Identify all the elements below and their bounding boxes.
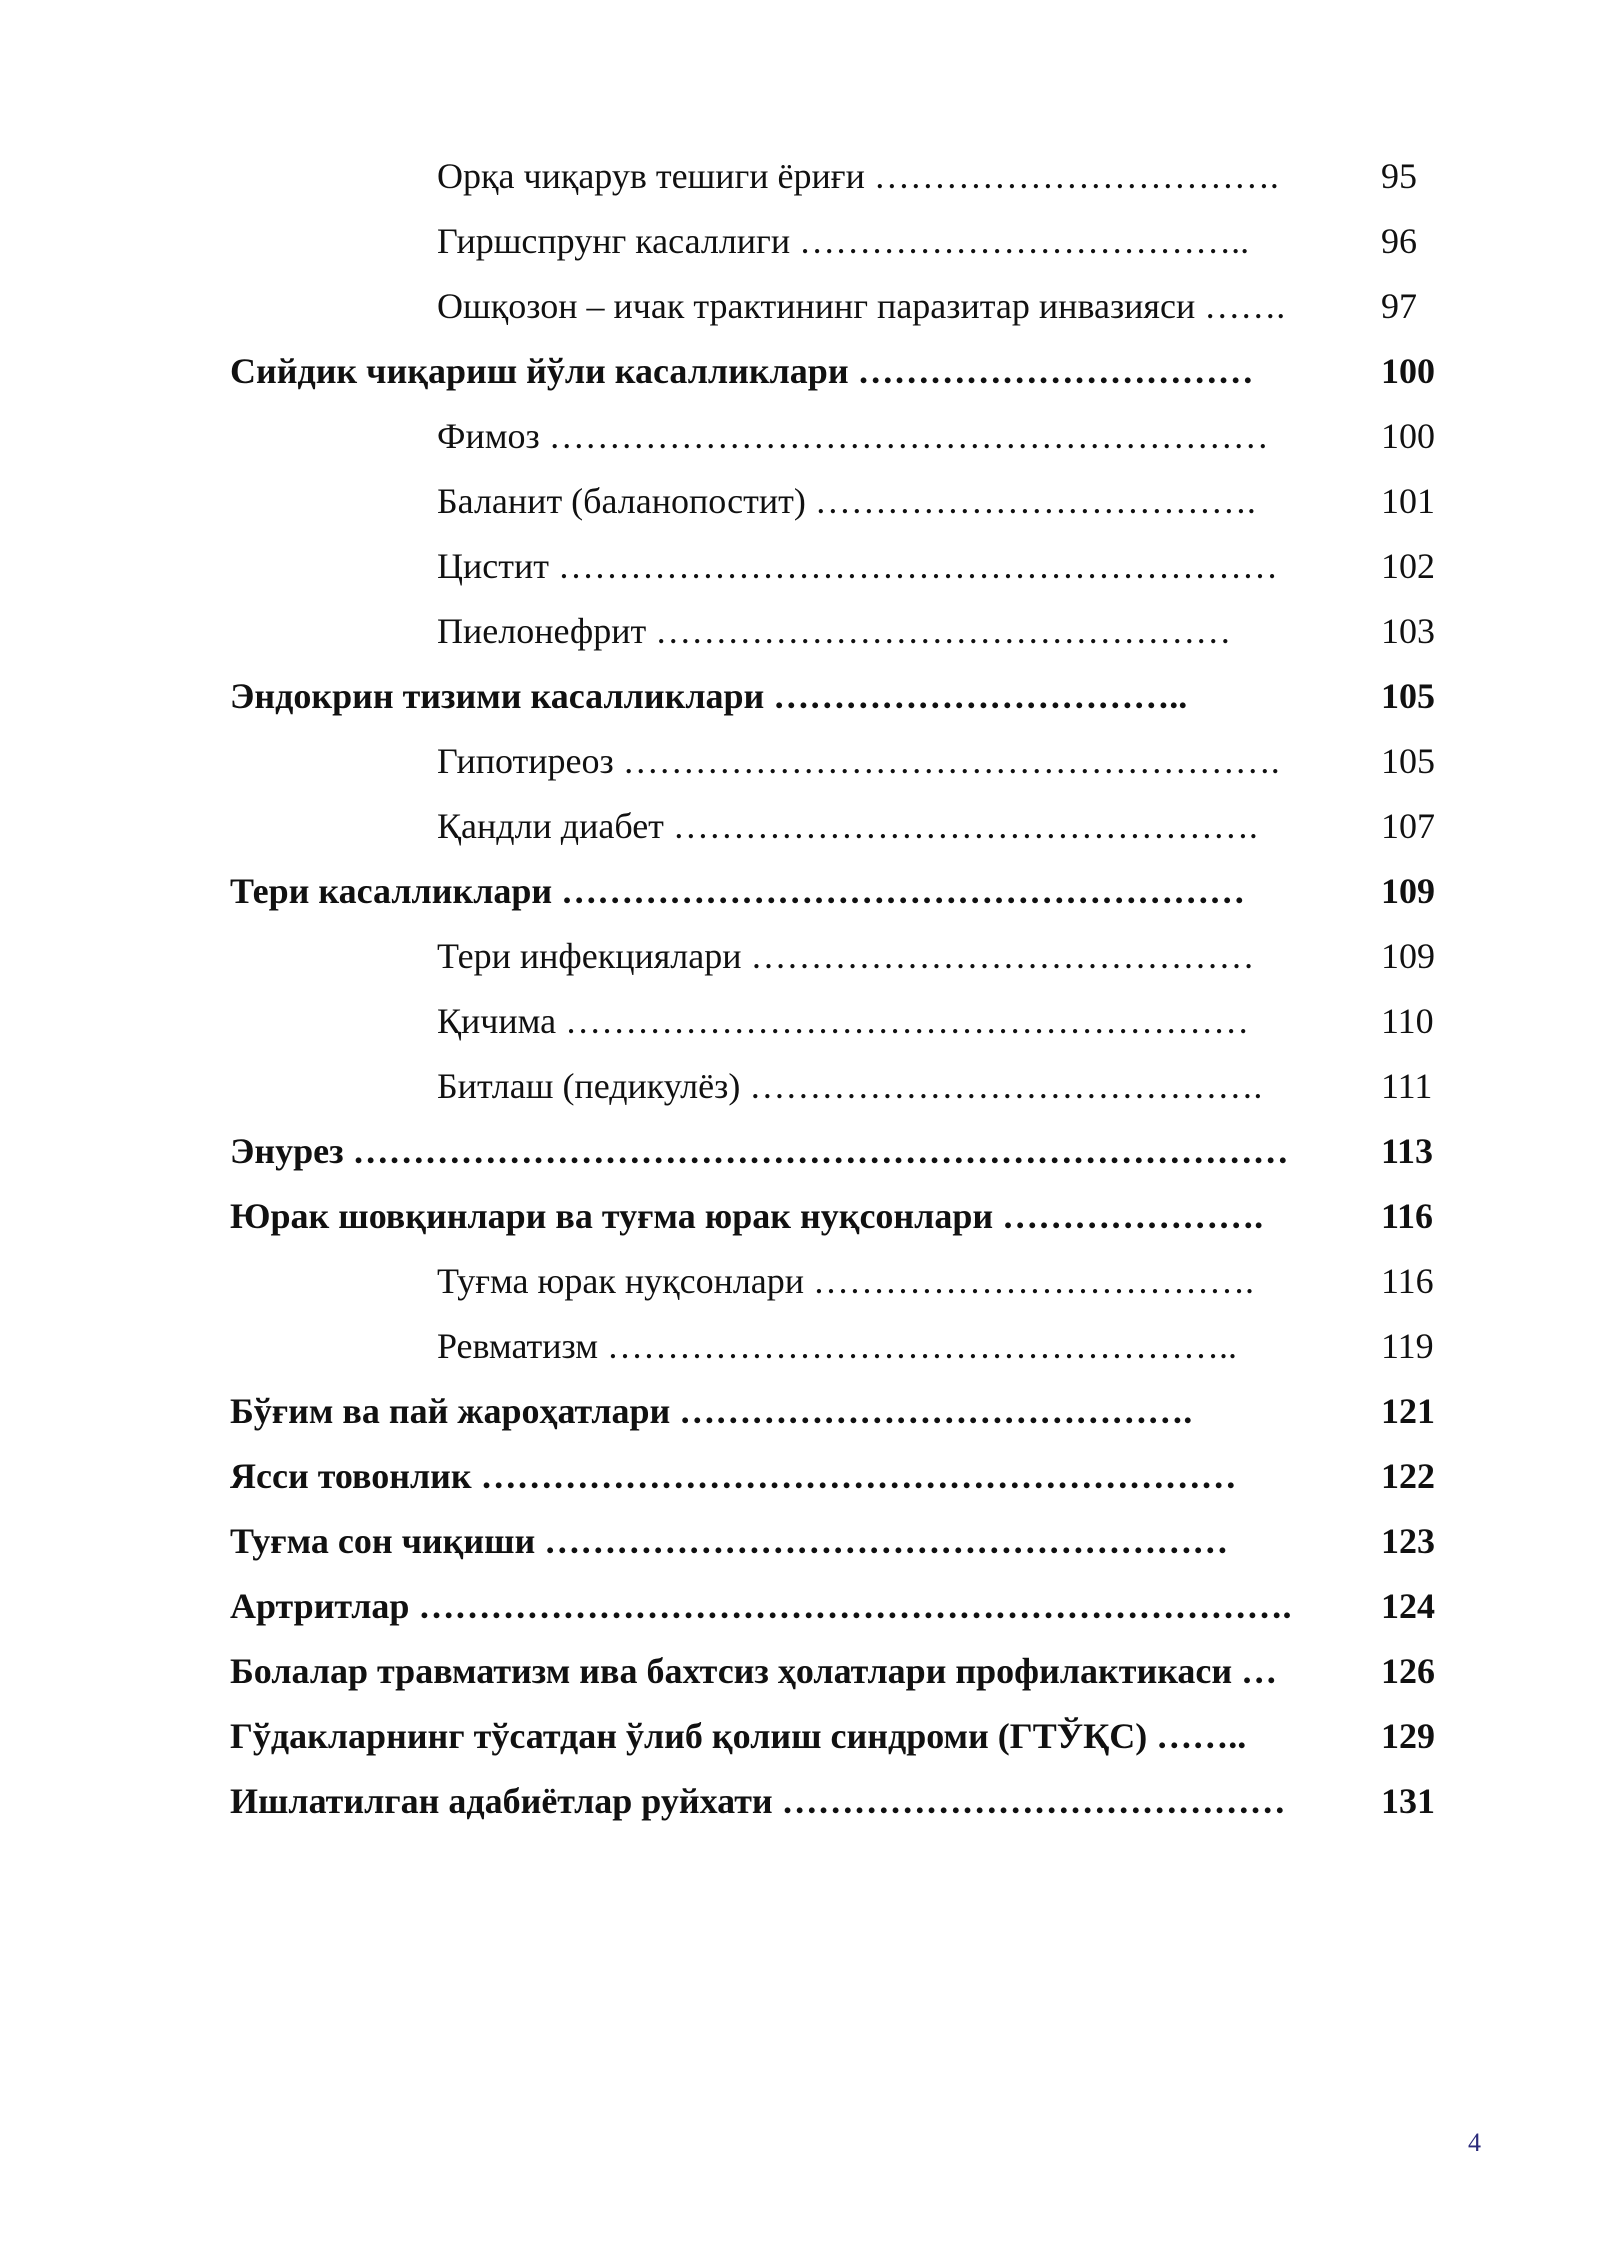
toc-entry[interactable] bbox=[0, 859, 1600, 923]
toc-entry-title: Тери инфекциялари …………………………………… bbox=[437, 936, 1255, 976]
toc-entry[interactable] bbox=[0, 924, 1600, 988]
toc-entry-page: 105 bbox=[1381, 676, 1435, 716]
toc-entry[interactable] bbox=[0, 599, 1600, 663]
toc-entry-page: 109 bbox=[1381, 871, 1435, 911]
page-number: 4 bbox=[1468, 2128, 1481, 2157]
toc-entry-page: 103 bbox=[1381, 611, 1435, 651]
toc-entry-page: 95 bbox=[1381, 156, 1417, 196]
toc-entry-title: Болалар травматизм ива бахтсиз ҳолатлари профилактикаси … bbox=[230, 1651, 1278, 1691]
toc-entry-title: Қичима ………………………………………………… bbox=[437, 1001, 1250, 1041]
toc-entry[interactable] bbox=[0, 1249, 1600, 1313]
toc-entry-page: 116 bbox=[1381, 1261, 1434, 1301]
toc-entry-title: Пиелонефрит ………………………………………… bbox=[437, 611, 1232, 651]
toc-entry-title: Эндокрин тизими касалликлари …………………………….. bbox=[230, 676, 1188, 716]
toc-entry-title: Энурез …………………………………………………………………… bbox=[230, 1131, 1289, 1171]
toc-entry[interactable] bbox=[0, 1119, 1600, 1183]
toc-entry-title: Фимоз …………………………………………………… bbox=[437, 416, 1269, 456]
toc-entry-title: Сийдик чиқариш йўли касалликлари …………………………… bbox=[230, 351, 1254, 391]
toc-entry-page: 101 bbox=[1381, 481, 1435, 521]
toc-entry-title: Ясси товонлик ……………………………………………………… bbox=[230, 1456, 1237, 1496]
toc-entry-page: 100 bbox=[1381, 351, 1435, 391]
toc-entry[interactable] bbox=[0, 339, 1600, 403]
toc-entry[interactable] bbox=[0, 729, 1600, 793]
toc-entry[interactable] bbox=[0, 794, 1600, 858]
toc-entry-page: 109 bbox=[1381, 936, 1435, 976]
toc-entry[interactable] bbox=[0, 1314, 1600, 1378]
toc-entry-page: 113 bbox=[1381, 1131, 1434, 1171]
toc-entry-title: Тери касалликлари ………………………………………………… bbox=[230, 871, 1246, 911]
toc-entry-title: Гипотиреоз ………………………………………………. bbox=[437, 741, 1280, 781]
toc-entry-page: 121 bbox=[1381, 1391, 1435, 1431]
toc-entry-page: 116 bbox=[1381, 1196, 1434, 1236]
toc-entry-title: Туғма сон чиқиши ………………………………………………… bbox=[230, 1521, 1229, 1561]
toc-entry-page: 122 bbox=[1381, 1456, 1435, 1496]
toc-entry-page: 126 bbox=[1381, 1651, 1435, 1691]
toc-entry[interactable] bbox=[0, 1184, 1600, 1248]
toc-entry[interactable] bbox=[0, 144, 1600, 208]
toc-entry[interactable] bbox=[0, 989, 1600, 1053]
toc-entry-title: Гўдакларнинг тўсатдан ўлиб қолиш синдроми (ГТЎҚС) …….. bbox=[230, 1716, 1247, 1756]
toc-entry-title: Баланит (баланопостит) ………………………………. bbox=[437, 481, 1256, 521]
toc-entry-page: 100 bbox=[1381, 416, 1435, 456]
toc-entry[interactable] bbox=[0, 404, 1600, 468]
toc-entry-title: Битлаш (педикулёз) ……………………………………. bbox=[437, 1066, 1263, 1106]
toc-entry[interactable] bbox=[0, 534, 1600, 598]
toc-entry-title: Цистит …………………………………………………… bbox=[437, 546, 1278, 586]
toc-entry-title: Бўғим ва пай жароҳатлари ……………………………………. bbox=[230, 1391, 1193, 1431]
toc-entry-title: Ишлатилган адабиётлар руйхати …………………………………… bbox=[230, 1781, 1286, 1821]
toc-entry-page: 124 bbox=[1381, 1586, 1435, 1626]
toc-entry[interactable] bbox=[0, 1769, 1600, 1833]
toc-entry-page: 97 bbox=[1381, 286, 1417, 326]
toc-entry[interactable] bbox=[0, 1444, 1600, 1508]
toc-entry-title: Гиршспрунг касаллиги ……………………………….. bbox=[437, 221, 1250, 261]
toc-entry[interactable] bbox=[0, 1054, 1600, 1118]
toc-entry-title: Артритлар ………………………………………………………………. bbox=[230, 1586, 1292, 1626]
toc-entry[interactable] bbox=[0, 209, 1600, 273]
toc-entry-page: 119 bbox=[1381, 1326, 1434, 1366]
toc-entry-page: 96 bbox=[1381, 221, 1417, 261]
toc-entry-title: Қандли диабет …………………………………………. bbox=[437, 806, 1258, 846]
toc-entry-title: Юрак шовқинлари ва туғма юрак нуқсонлари …………………. bbox=[230, 1196, 1264, 1236]
toc-entry-page: 123 bbox=[1381, 1521, 1435, 1561]
toc-entry-page: 107 bbox=[1381, 806, 1435, 846]
toc-entry-page: 102 bbox=[1381, 546, 1435, 586]
toc-entry[interactable] bbox=[0, 1509, 1600, 1573]
toc-entry[interactable] bbox=[0, 469, 1600, 533]
toc-entry[interactable] bbox=[0, 1379, 1600, 1443]
toc-entry-page: 111 bbox=[1381, 1066, 1433, 1106]
toc-entry[interactable] bbox=[0, 1704, 1600, 1768]
toc-entry[interactable] bbox=[0, 664, 1600, 728]
toc-entry-page: 105 bbox=[1381, 741, 1435, 781]
toc-entry[interactable] bbox=[0, 1574, 1600, 1638]
toc-entry-page: 110 bbox=[1381, 1001, 1434, 1041]
toc-entry-title: Туғма юрак нуқсонлари ………………………………. bbox=[437, 1261, 1255, 1301]
toc-entry-page: 131 bbox=[1381, 1781, 1435, 1821]
toc-entry-title: Ошқозон – ичак трактининг паразитар инвазияси ……. bbox=[437, 286, 1286, 326]
toc-entry-page: 129 bbox=[1381, 1716, 1435, 1756]
toc-entry-title: Орқа чиқарув тешиги ёриғи ……………………………. bbox=[437, 156, 1279, 196]
toc-entry-title: Ревматизм …………………………………………….. bbox=[437, 1326, 1237, 1366]
toc-entry[interactable] bbox=[0, 1639, 1600, 1703]
toc-entry[interactable] bbox=[0, 274, 1600, 338]
